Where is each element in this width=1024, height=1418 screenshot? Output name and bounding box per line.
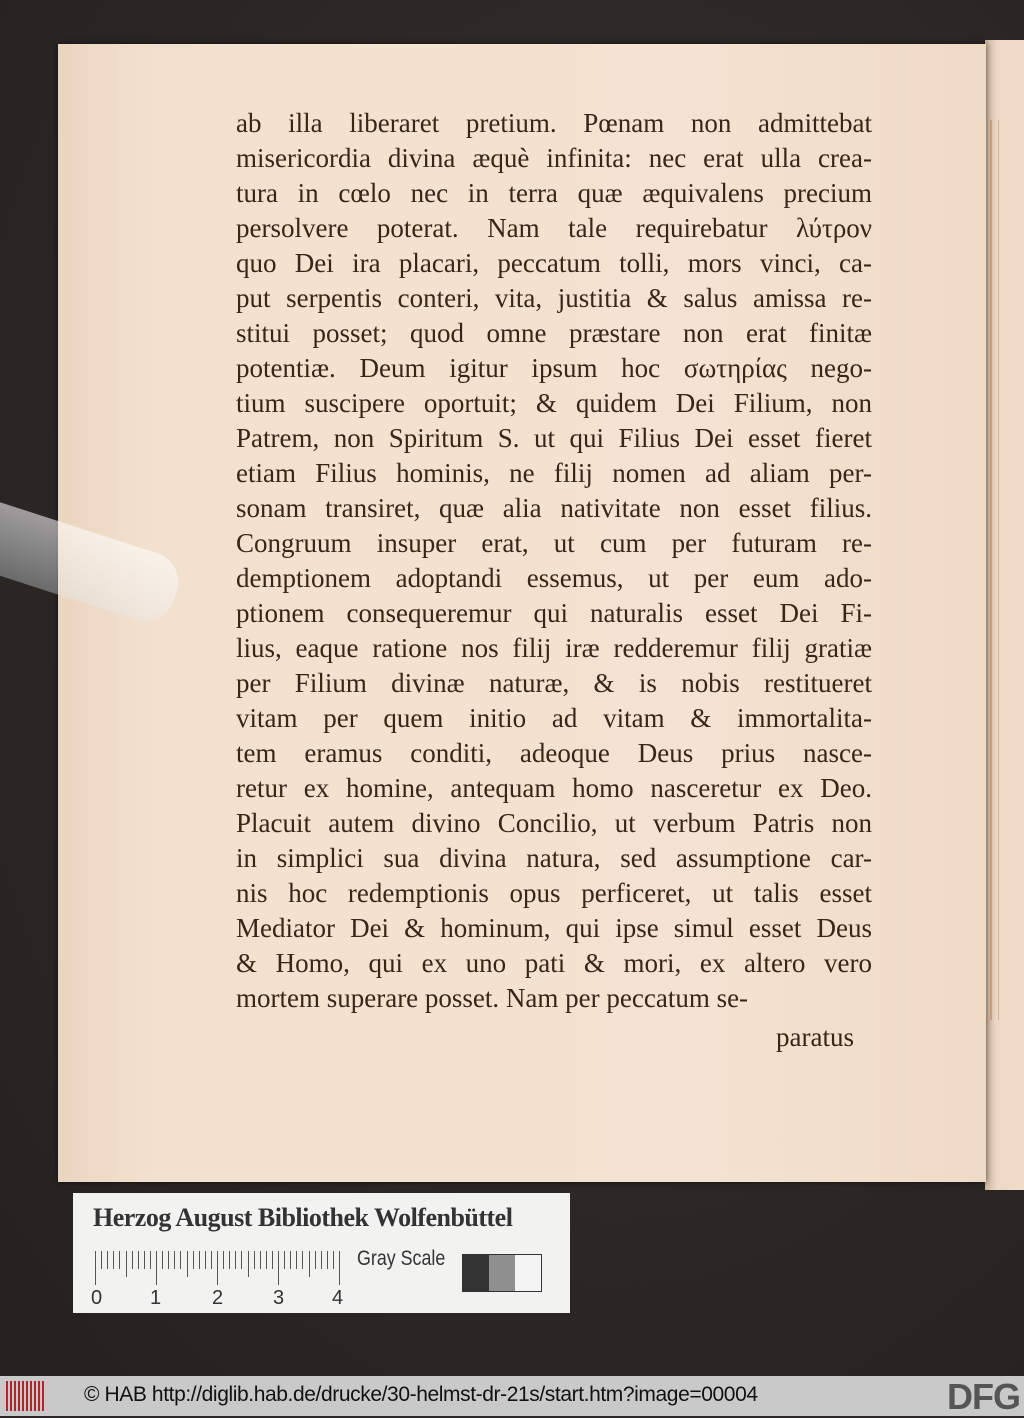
ruler-tick <box>168 1251 169 1269</box>
catchword: paratus <box>776 1022 854 1052</box>
text-line: vitam per quem initio ad vitam & immortalita- <box>236 703 872 733</box>
scale-number: 4 <box>332 1287 344 1309</box>
scale-number: 2 <box>212 1287 224 1309</box>
ruler-tick <box>223 1251 224 1269</box>
gray-scale-swatches <box>462 1254 542 1292</box>
ruler-tick <box>260 1251 261 1269</box>
text-line: quo Dei ira placari, peccatum tolli, mors vinci, ca- <box>236 248 872 278</box>
text-line: Congruum insuper erat, ut cum per futuram re- <box>236 528 872 558</box>
text-line: put serpentis conteri, vita, justitia & salus amissa re- <box>236 283 872 313</box>
ruler-tick <box>217 1251 218 1285</box>
text-line: ab illa liberaret pretium. Pœnam non admittebat <box>236 108 872 138</box>
ruler-tick <box>302 1251 303 1269</box>
text-line: misericordia divina æquè infinita: nec erat ulla crea- <box>236 143 872 173</box>
ruler-tick <box>229 1251 230 1269</box>
ruler-tick <box>187 1251 188 1277</box>
gray-swatch-mid <box>489 1255 515 1291</box>
text-line: mortem superare posset. Nam per peccatum se- <box>236 983 749 1013</box>
text-line: persolvere poterat. Nam tale requirebatur λύτρον <box>236 213 872 243</box>
library-name: Herzog August Bibliothek Wolfenbüttel <box>93 1203 513 1232</box>
ruler-tick <box>284 1251 285 1269</box>
ruler-tick <box>333 1251 334 1269</box>
text-line: potentiæ. Deum igitur ipsum hoc σωτηρίας nego- <box>236 353 872 383</box>
copyright-link[interactable]: © HAB http://diglib.hab.de/drucke/30-helmst-dr-21s/start.htm?image=00004 <box>84 1383 758 1406</box>
text-line: Patrem, non Spiritum S. ut qui Filius Dei esset fieret <box>236 423 872 453</box>
ruler-tick <box>156 1251 157 1285</box>
dfg-logo: DFG <box>947 1376 1020 1417</box>
ruler-tick <box>150 1251 151 1269</box>
text-line: ptionem consequeremur qui naturalis esset Dei Fi- <box>236 598 872 628</box>
text-line: tium suscipere oportuit; & quidem Dei Filium, non <box>236 388 872 418</box>
text-line: demptionem adoptandi essemus, ut per eum ado- <box>236 563 872 593</box>
ruler-tick <box>278 1251 279 1285</box>
ruler-tick <box>339 1251 340 1285</box>
ruler-tick <box>211 1251 212 1269</box>
text-line: tura in cœlo nec in terra quæ æquivalens precium <box>236 178 872 208</box>
text-line: per Filium divinæ naturæ, & is nobis restitueret <box>236 668 872 698</box>
ruler-tick <box>266 1251 267 1269</box>
ruler-tick <box>144 1251 145 1269</box>
ruler-tick <box>254 1251 255 1269</box>
text-line: nis hoc redemptionis opus perficeret, ut talis esset <box>236 878 872 908</box>
text-line: Mediator Dei & hominum, qui ipse simul esset Deus <box>236 913 872 943</box>
text-line: stitui posset; quod omne præstare non erat finitæ <box>236 318 872 348</box>
color-reference-card <box>73 1193 570 1313</box>
ruler-tick <box>180 1251 181 1269</box>
ruler-tick <box>205 1251 206 1269</box>
ruler-tick <box>321 1251 322 1269</box>
text-line: sonam transiret, quæ alia nativitate non esset filius. <box>236 493 872 523</box>
text-line: in simplici sua divina natura, sed assumptione car- <box>236 843 872 873</box>
ruler-tick <box>126 1251 127 1277</box>
ruler-tick <box>199 1251 200 1269</box>
ruler-tick <box>95 1251 96 1285</box>
ruler-tick <box>290 1251 291 1269</box>
text-line: etiam Filius hominis, ne filij nomen ad aliam per- <box>236 458 872 488</box>
hab-logo-icon <box>6 1381 44 1411</box>
ruler-tick <box>248 1251 249 1277</box>
ruler <box>95 1251 345 1287</box>
binding-edge <box>990 120 999 1020</box>
gray-swatch-dark <box>463 1255 489 1291</box>
gray-scale-label: Gray Scale <box>357 1247 446 1270</box>
ruler-tick <box>296 1251 297 1269</box>
ruler-tick <box>272 1251 273 1269</box>
ruler-tick <box>113 1251 114 1269</box>
ruler-tick <box>138 1251 139 1269</box>
ruler-tick <box>174 1251 175 1269</box>
scale-number: 0 <box>91 1287 103 1309</box>
ruler-tick <box>101 1251 102 1269</box>
ruler-tick <box>309 1251 310 1277</box>
ruler-tick <box>107 1251 108 1269</box>
ruler-tick <box>132 1251 133 1269</box>
ruler-tick <box>162 1251 163 1269</box>
ruler-tick <box>235 1251 236 1269</box>
scale-number: 1 <box>150 1287 162 1309</box>
text-line: retur ex homine, antequam homo nasceretur ex Deo. <box>236 773 872 803</box>
ruler-tick <box>315 1251 316 1269</box>
scale-number: 3 <box>273 1287 285 1309</box>
ruler-tick <box>241 1251 242 1269</box>
ruler-tick <box>193 1251 194 1269</box>
text-line: tem eramus conditi, adeoque Deus prius nasce- <box>236 738 872 768</box>
text-line: lius, eaque ratione nos filij iræ redderemur filij gratiæ <box>236 633 872 663</box>
gray-swatch-light <box>515 1255 541 1291</box>
ruler-tick <box>119 1251 120 1269</box>
page-text <box>236 106 872 1016</box>
text-line: Placuit autem divino Concilio, ut verbum Patris non <box>236 808 872 838</box>
ruler-tick <box>327 1251 328 1269</box>
footer-bar <box>0 1376 1024 1416</box>
text-line: & Homo, qui ex uno pati & mori, ex altero vero <box>236 948 872 978</box>
